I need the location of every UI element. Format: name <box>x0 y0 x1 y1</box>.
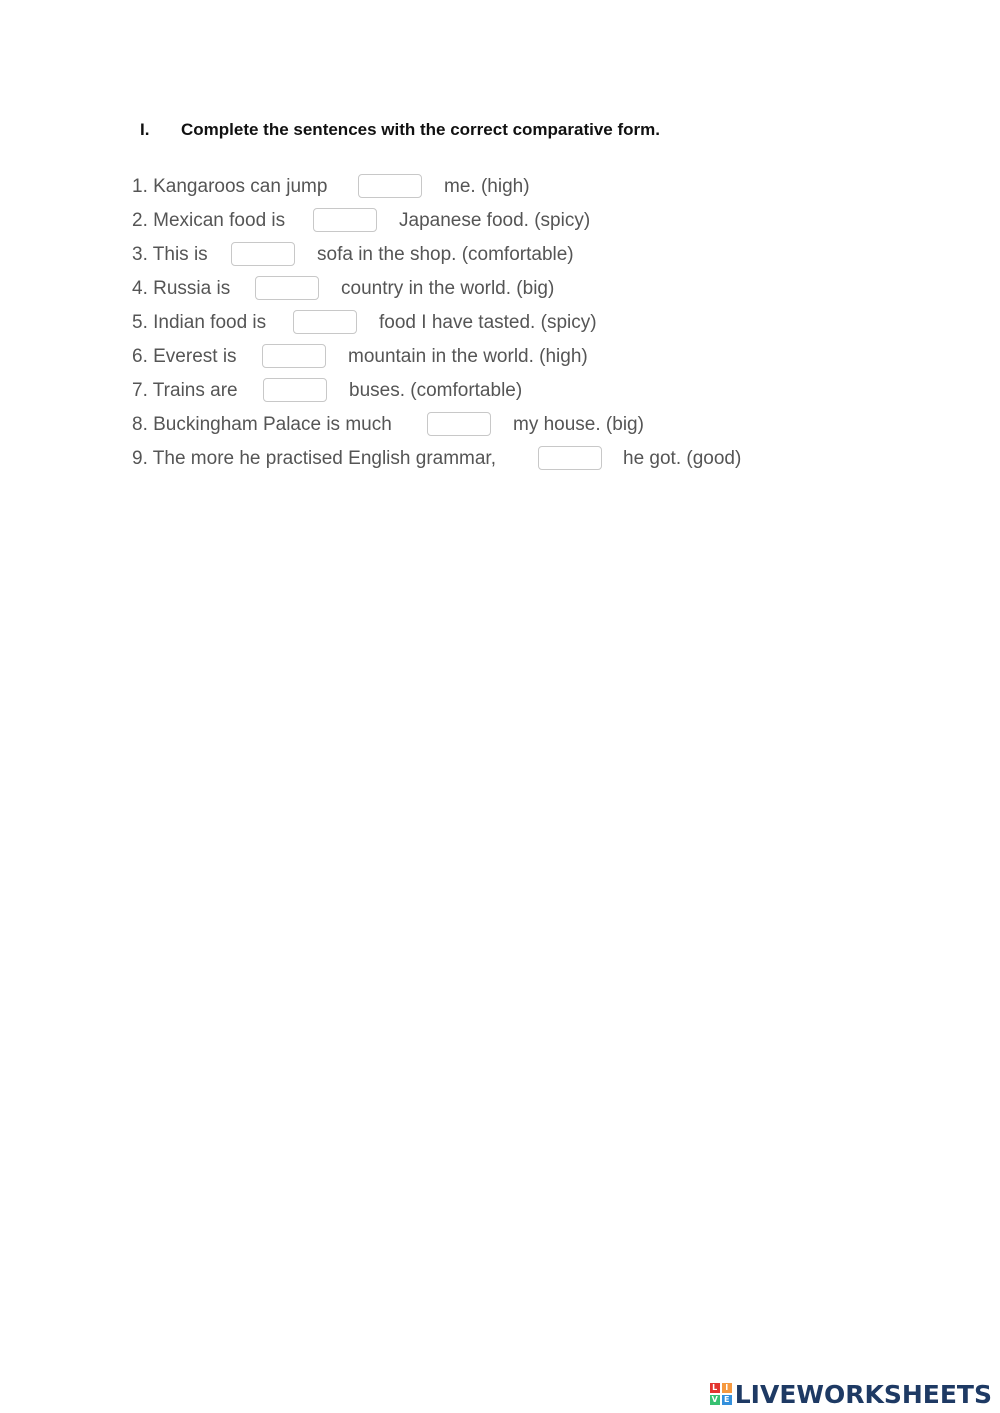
answer-blank-6[interactable] <box>262 344 326 368</box>
sentence-end: country in the world. (big) <box>341 278 555 299</box>
exercise-number: I. <box>140 120 150 139</box>
sentence-end: mountain in the world. (high) <box>348 346 588 367</box>
answer-blank-1[interactable] <box>358 174 422 198</box>
logo-letter: E <box>722 1395 732 1405</box>
sentence-start: 2. Mexican food is <box>132 210 286 231</box>
sentence-start: 7. Trains are <box>132 380 238 401</box>
logo-letter: L <box>710 1383 720 1393</box>
sentence-end: buses. (comfortable) <box>349 380 523 401</box>
sentence-start: 6. Everest is <box>132 346 237 367</box>
logo-mark-icon <box>710 1383 732 1405</box>
sentence-start: 4. Russia is <box>132 278 231 299</box>
answer-blank-8[interactable] <box>427 412 491 436</box>
answer-blank-3[interactable] <box>231 242 295 266</box>
sentence-start: 8. Buckingham Palace is much <box>132 414 392 435</box>
logo-text: LIVEWORKSHEETS <box>734 1379 992 1409</box>
exercise-instruction: Complete the sentences with the correct comparative form. <box>181 120 660 139</box>
sentence-end: Japanese food. (spicy) <box>399 210 591 231</box>
sentence-start: 5. Indian food is <box>132 312 267 333</box>
logo-letter: I <box>722 1383 732 1393</box>
sentence-start: 1. Kangaroos can jump <box>132 176 328 197</box>
liveworksheets-logo <box>710 1378 992 1410</box>
answer-blank-9[interactable] <box>538 446 602 470</box>
sentence-end: me. (high) <box>444 176 530 197</box>
sentence-end: he got. (good) <box>623 448 742 469</box>
sentence-start: 3. This is <box>132 244 208 265</box>
exercise-heading <box>140 120 660 140</box>
answer-blank-5[interactable] <box>293 310 357 334</box>
sentence-start: 9. The more he practised English grammar, <box>132 448 496 469</box>
sentence-end: my house. (big) <box>513 414 644 435</box>
answer-blank-2[interactable] <box>313 208 377 232</box>
answer-blank-4[interactable] <box>255 276 319 300</box>
sentence-end: sofa in the shop. (comfortable) <box>317 244 574 265</box>
answer-blank-7[interactable] <box>263 378 327 402</box>
logo-letter: V <box>711 1395 718 1404</box>
sentence-end: food I have tasted. (spicy) <box>379 312 597 333</box>
